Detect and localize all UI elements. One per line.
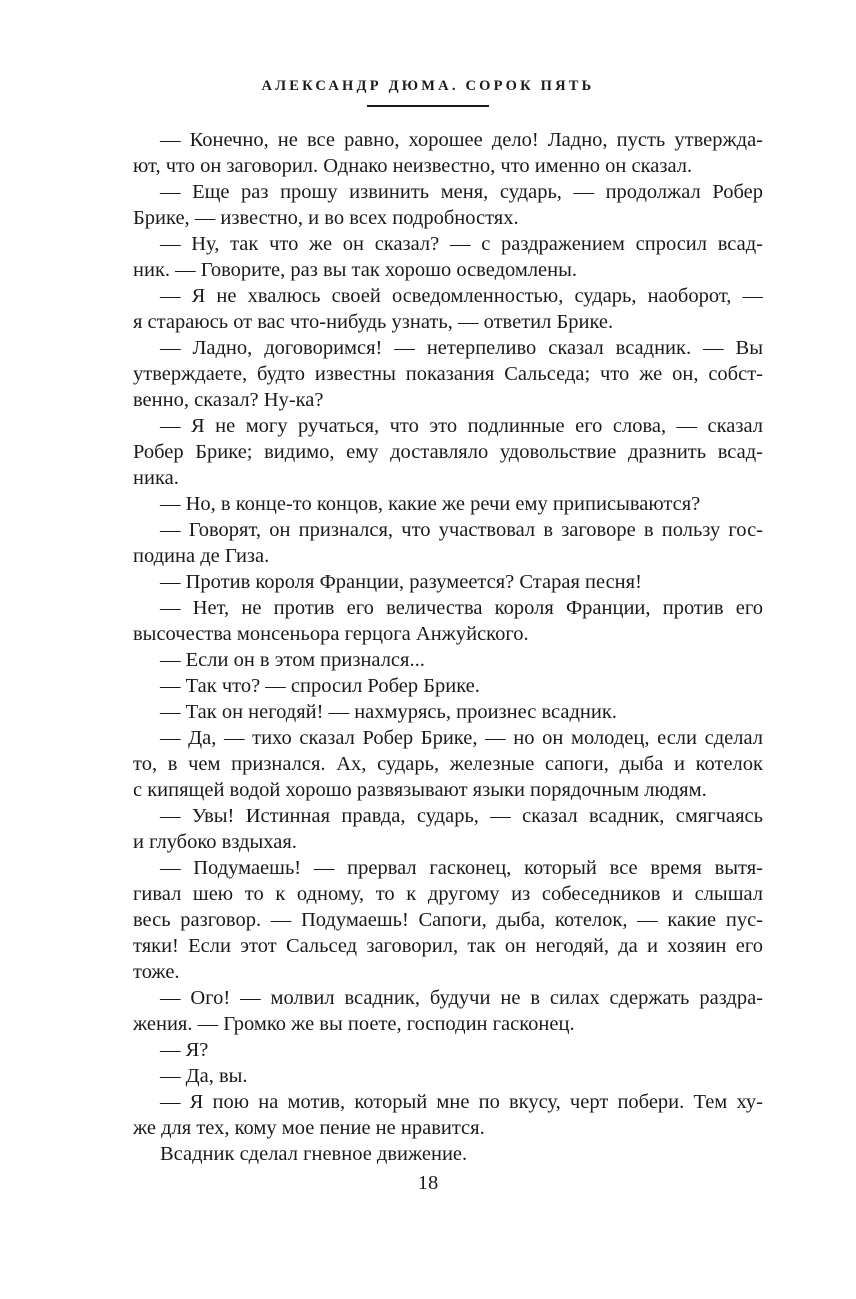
text-line: — Я не хвалюсь своей осведомленностью, сударь, наоборот, — — [160, 285, 763, 307]
text-line: жения. — Громко же вы поете, господин гасконец. — [133, 1013, 575, 1035]
text-line: — Еще раз прошу извинить меня, сударь, — продолжал Робер — [160, 181, 763, 203]
text-line: ют, что он заговорил. Однако неизвестно, что именно он сказал. — [133, 155, 693, 177]
text-line: — Увы! Истинная правда, сударь, — сказал всадник, смягчаясь — [160, 805, 763, 827]
body-text — [133, 127, 763, 1167]
text-line: ника. — [133, 467, 179, 489]
text-line: — Если он в этом признался... — [160, 649, 425, 671]
running-head-title: АЛЕКСАНДР ДЮМА. СОРОК ПЯТЬ — [261, 78, 595, 94]
text-line: то, в чем признался. Ах, сударь, железные сапоги, дыба и котелок — [133, 753, 763, 775]
text-line: с кипящей водой хорошо развязывают языки порядочным людям. — [133, 779, 707, 801]
text-line: — Конечно, не все равно, хорошее дело! Ладно, пусть утвержда- — [160, 129, 763, 151]
text-line: Робер Брике; видимо, ему доставляло удовольствие дразнить всад- — [133, 441, 763, 463]
text-line: — Ну, так что же он сказал? — с раздражением спросил всад- — [160, 233, 763, 255]
text-line: утверждаете, будто известны показания Сальседа; что же он, собст- — [133, 363, 763, 385]
text-line: — Говорят, он признался, что участвовал в заговоре в пользу гос- — [160, 519, 763, 541]
text-line: подина де Гиза. — [133, 545, 270, 567]
text-line: и глубоко вздыхая. — [133, 831, 297, 853]
text-line: — Подумаешь! — прервал гасконец, который все время вытя- — [160, 857, 763, 879]
text-line: же для тех, кому мое пение не нравится. — [133, 1117, 485, 1139]
text-line: тоже. — [133, 961, 180, 983]
text-line: — Против короля Франции, разумеется? Старая песня! — [160, 571, 642, 593]
text-line: — Да, — тихо сказал Робер Брике, — но он молодец, если сделал — [160, 727, 763, 749]
text-line: весь разговор. — Подумаешь! Сапоги, дыба, котелок, — какие пус- — [133, 909, 763, 931]
text-line: венно, сказал? Ну-ка? — [133, 389, 324, 411]
text-line: — Да, вы. — [160, 1065, 248, 1087]
text-line: — Нет, не против его величества короля Франции, против его — [160, 597, 763, 619]
text-line: — Но, в конце-то концов, какие же речи ему приписываются? — [160, 493, 701, 515]
text-line: гивал шею то к одному, то к другому из собеседников и слышал — [133, 883, 763, 905]
text-line: Брике, — известно, и во всех подробностях. — [133, 207, 519, 229]
text-line: — Ладно, договоримся! — нетерпеливо сказал всадник. — Вы — [160, 337, 763, 359]
text-line: — Я? — [160, 1039, 209, 1061]
text-line: я стараюсь от вас что-нибудь узнать, — ответил Брике. — [133, 311, 614, 333]
page-number: 18 — [417, 1172, 439, 1194]
text-line: высочества монсеньора герцога Анжуйского. — [133, 623, 529, 645]
text-line: — Так он негодяй! — нахмурясь, произнес всадник. — [160, 701, 617, 723]
text-line: тяки! Если этот Сальсед заговорил, так он негодяй, да и хозяин его — [133, 935, 763, 957]
text-line: — Ого! — молвил всадник, будучи не в силах сдержать раздра- — [160, 987, 763, 1009]
text-line: ник. — Говорите, раз вы так хорошо осведомлены. — [133, 259, 578, 281]
text-line: Всадник сделал гневное движение. — [160, 1143, 468, 1165]
text-line: — Так что? — спросил Робер Брике. — [160, 675, 480, 697]
text-line: — Я пою на мотив, который мне по вкусу, черт побери. Тем ху- — [160, 1091, 763, 1113]
header-rule — [367, 105, 489, 107]
text-line: — Я не могу ручаться, что это подлинные его слова, — сказал — [160, 415, 763, 437]
